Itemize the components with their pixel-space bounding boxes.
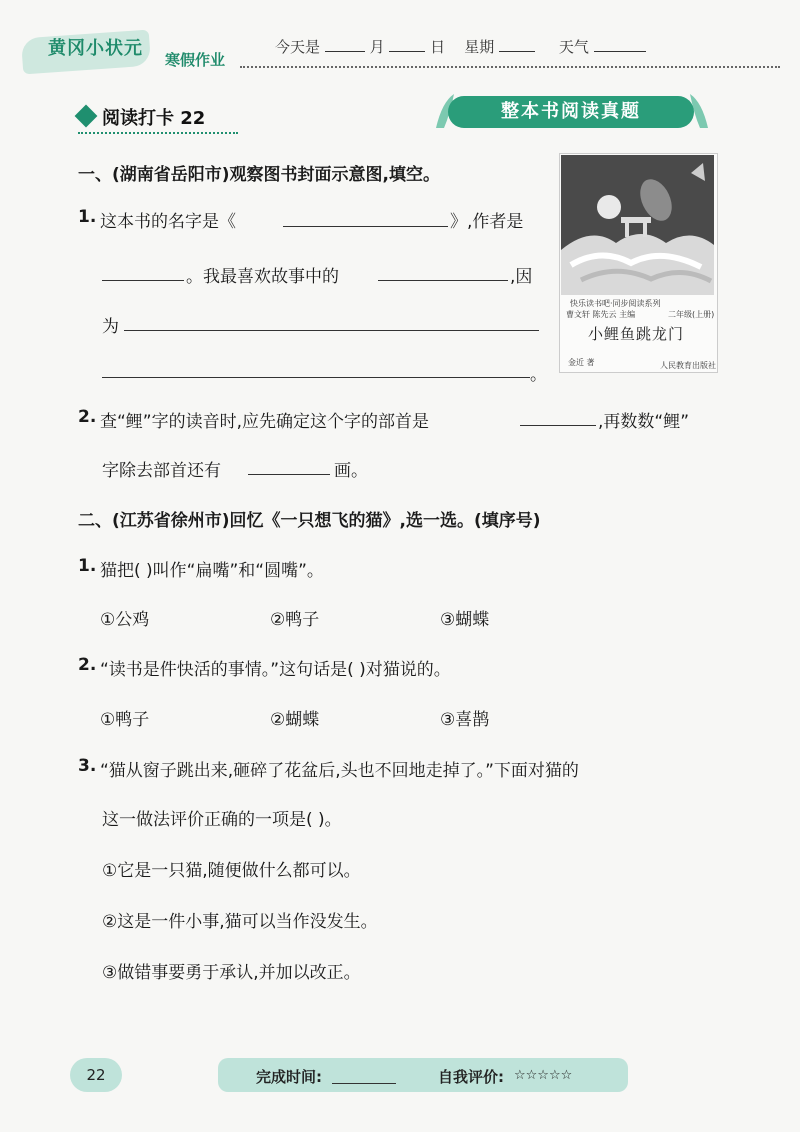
part2-heading: 二、(江苏省徐州市)回忆《一只想飞的猫》,选一选。(填序号) bbox=[78, 511, 541, 531]
p2-q2-option-1[interactable]: ①鸭子 bbox=[100, 710, 150, 730]
section-banner: 整本书阅读真题 bbox=[448, 96, 694, 128]
p2-q3-option-1[interactable]: ①它是一只猫,随便做什么都可以。 bbox=[102, 861, 361, 881]
brand-logo: 黄冈小状元 bbox=[48, 38, 143, 59]
q1-number: 1. bbox=[78, 207, 97, 227]
section-title: 阅读打卡 22 bbox=[102, 108, 206, 129]
cover-editor: 曹文轩 陈先云 主编 bbox=[566, 310, 636, 319]
q2-number: 2. bbox=[78, 407, 97, 427]
q1-text-c: 。我最喜欢故事中的 bbox=[186, 267, 339, 287]
diamond-icon bbox=[75, 105, 98, 128]
star-rating[interactable]: ☆☆☆☆☆ bbox=[514, 1068, 573, 1083]
section-underline bbox=[78, 132, 238, 134]
q2-text-c: 字除去部首还有 bbox=[102, 461, 221, 481]
weather-label: 天气 bbox=[558, 38, 589, 56]
radical-blank[interactable] bbox=[520, 425, 596, 426]
cover-grade: 二年级(上册) bbox=[668, 310, 715, 319]
p2-q1-number: 1. bbox=[78, 556, 97, 576]
p2-q3-text-a: “猫从窗子跳出来,砸碎了花盆后,头也不回地走掉了。”下面对猫的 bbox=[100, 761, 579, 781]
q1-text-e: 为 bbox=[102, 317, 119, 337]
part1-heading: 一、(湖南省岳阳市)观察图书封面示意图,填空。 bbox=[78, 165, 440, 185]
p2-q2-text[interactable]: “读书是件快活的事情。”这句话是( )对猫说的。 bbox=[100, 660, 451, 680]
p2-q3-number: 3. bbox=[78, 756, 97, 776]
cover-series: 快乐读书吧·同步阅读系列 bbox=[570, 299, 661, 308]
cover-title: 小鲤鱼跳龙门 bbox=[588, 325, 685, 343]
q1-text-d: ,因 bbox=[510, 267, 533, 287]
p2-q1-option-2[interactable]: ②鸭子 bbox=[270, 610, 320, 630]
cover-author: 金近 著 bbox=[568, 358, 595, 367]
q1-text-a: 这本书的名字是《 bbox=[100, 212, 236, 232]
p2-q2-number: 2. bbox=[78, 655, 97, 675]
p2-q3-text-b[interactable]: 这一做法评价正确的一项是( )。 bbox=[102, 810, 342, 830]
p2-q1-option-1[interactable]: ①公鸡 bbox=[100, 610, 150, 630]
header-divider bbox=[240, 66, 780, 68]
q1-text-b: 》,作者是 bbox=[450, 212, 524, 232]
p2-q1-text[interactable]: 猫把( )叫作“扁嘴”和“圆嘴”。 bbox=[100, 561, 324, 581]
weekday-label: 星期 bbox=[464, 38, 495, 56]
cover-publisher: 人民教育出版社 bbox=[660, 361, 716, 370]
q2-text-a: 查“鲤”字的读音时,应先确定这个字的部首是 bbox=[100, 412, 430, 432]
p2-q3-option-3[interactable]: ③做错事要勇于承认,并加以改正。 bbox=[102, 963, 361, 983]
carp-illustration bbox=[561, 155, 714, 295]
day-blank[interactable] bbox=[389, 37, 425, 52]
p2-q1-option-3[interactable]: ③蝴蝶 bbox=[440, 610, 490, 630]
q1-period: 。 bbox=[530, 365, 547, 385]
month-blank[interactable] bbox=[325, 37, 365, 52]
completion-time-blank[interactable] bbox=[332, 1083, 396, 1084]
p2-q2-option-3[interactable]: ③喜鹊 bbox=[440, 710, 490, 730]
p2-q2-option-2[interactable]: ②蝴蝶 bbox=[270, 710, 320, 730]
completion-time-label: 完成时间: bbox=[256, 1068, 322, 1086]
weather-blank[interactable] bbox=[594, 37, 646, 52]
p2-q3-option-2[interactable]: ②这是一件小事,猫可以当作没发生。 bbox=[102, 912, 378, 932]
author-blank[interactable] bbox=[102, 280, 184, 281]
book-name-blank[interactable] bbox=[283, 226, 448, 227]
strokes-blank[interactable] bbox=[248, 474, 330, 475]
weekday-blank[interactable] bbox=[499, 37, 535, 52]
brand-subtitle: 寒假作业 bbox=[165, 51, 226, 69]
favorite-blank[interactable] bbox=[378, 280, 508, 281]
q2-text-d: 画。 bbox=[334, 461, 368, 481]
date-weather-line bbox=[275, 36, 646, 57]
reason-blank-1[interactable] bbox=[124, 330, 539, 331]
month-label: 月 bbox=[369, 38, 385, 56]
day-label: 日 bbox=[430, 38, 446, 56]
self-eval-label: 自我评价: bbox=[438, 1068, 504, 1086]
q2-text-b: ,再数数“鲤” bbox=[598, 412, 690, 432]
page-number: 22 bbox=[70, 1058, 122, 1092]
reason-blank-2[interactable] bbox=[102, 377, 530, 378]
date-prefix: 今天是 bbox=[275, 38, 321, 56]
